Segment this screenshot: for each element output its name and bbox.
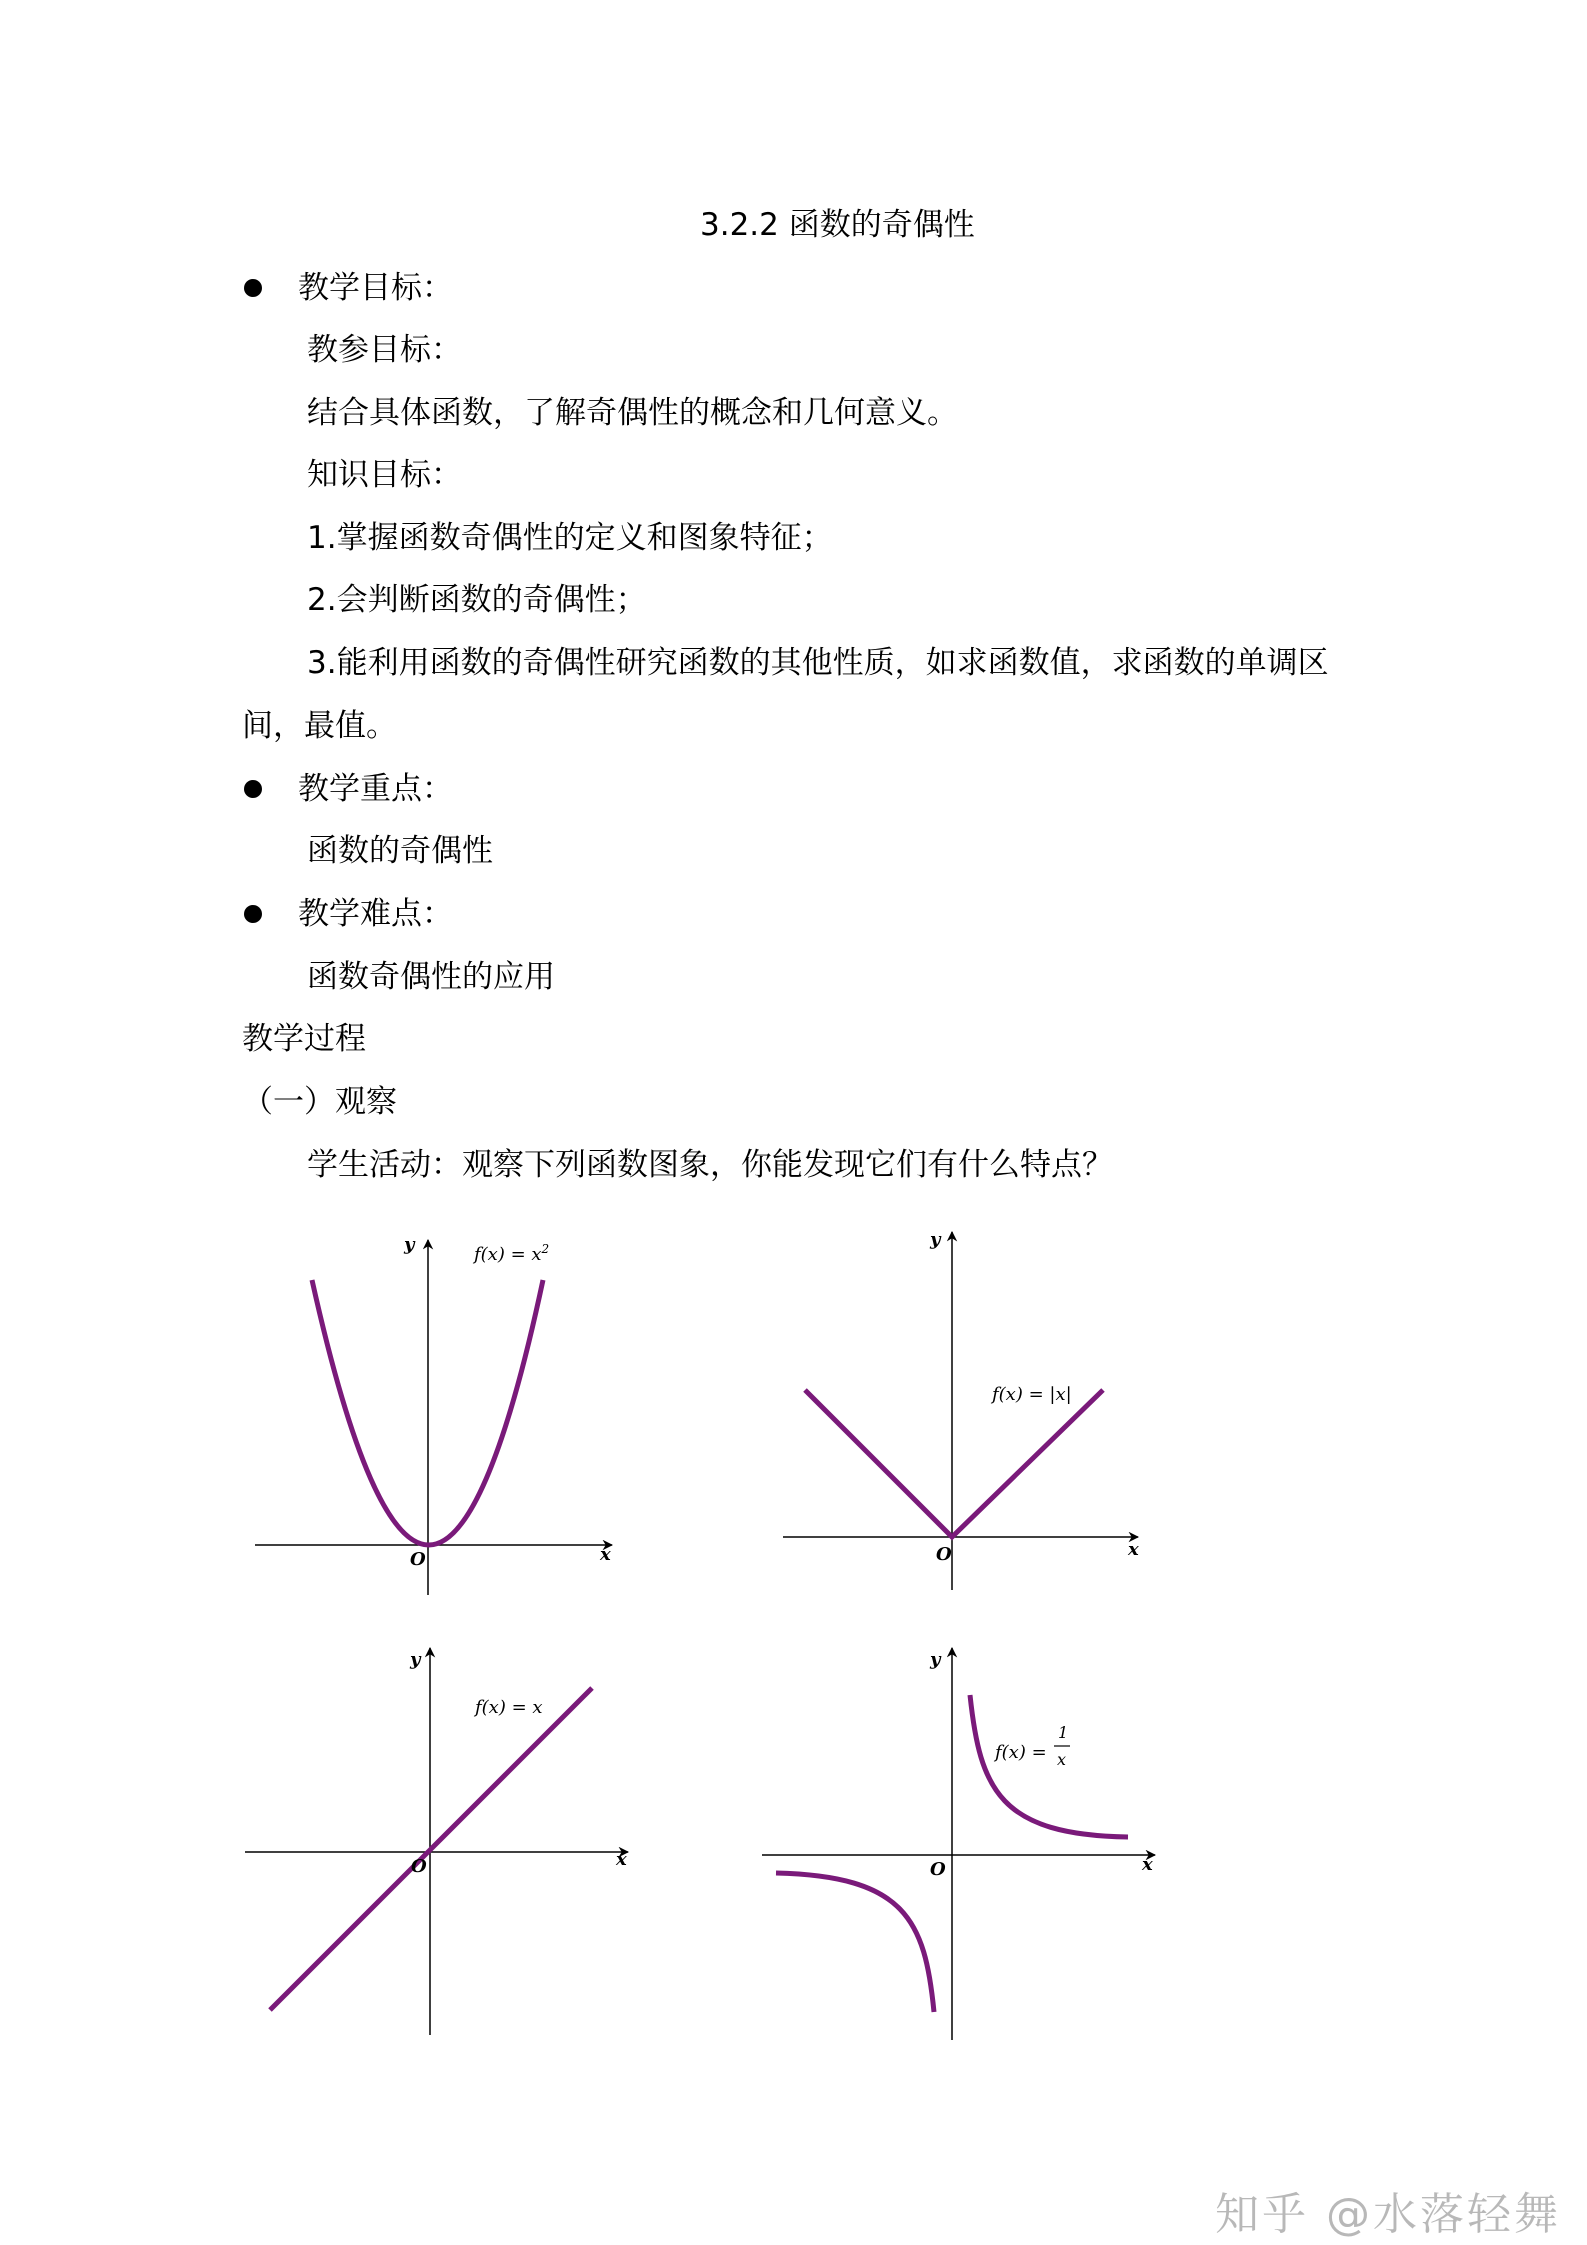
graph-reciprocal	[762, 1648, 1155, 2040]
ref-text: 结合具体函数，了解奇偶性的概念和几何意义。	[307, 395, 958, 431]
y-axis-label: y	[930, 1229, 941, 1250]
x-axis-label: x	[1142, 1854, 1153, 1875]
activity-text: 学生活动：观察下列函数图象，你能发现它们有什么特点？	[307, 1147, 1113, 1183]
y-axis-label: y	[930, 1649, 941, 1670]
reciprocal-numerator: 1	[1058, 1723, 1069, 1742]
origin-label: O	[930, 1859, 946, 1880]
key-text: 函数的奇偶性	[307, 833, 493, 869]
knowledge-item-3-cont: 间，最值。	[242, 708, 397, 744]
y-axis-label: y	[404, 1234, 415, 1255]
reciprocal-denominator: x	[1057, 1750, 1067, 1769]
origin-label: O	[410, 1549, 426, 1570]
difficulty-text: 函数奇偶性的应用	[307, 959, 555, 995]
reciprocal-branch-positive	[970, 1695, 1128, 1837]
origin-label: O	[936, 1544, 952, 1565]
graph-square	[255, 1234, 612, 1595]
section-observe: （一）观察	[242, 1084, 397, 1120]
origin-label: O	[411, 1856, 427, 1877]
difficulty-heading: 教学难点：	[298, 896, 453, 932]
abs-label: f(x) = |x|	[992, 1384, 1072, 1405]
ref-heading: 教参目标：	[307, 332, 462, 368]
process-heading: 教学过程	[242, 1021, 366, 1057]
reciprocal-branch-negative	[776, 1873, 934, 2012]
square-label: $f(x) = x^2$	[474, 1242, 550, 1265]
graph-absolute	[783, 1229, 1139, 1590]
graph-identity	[245, 1648, 628, 2035]
knowledge-item-2: 2.会判断函数的奇偶性；	[307, 582, 647, 618]
knowledge-item-3: 3.能利用函数的奇偶性研究函数的其他性质，如求函数值，求函数的单调区	[307, 645, 1329, 681]
x-axis-label: x	[600, 1544, 611, 1565]
watermark-text: 知乎 @水落轻舞	[1215, 2189, 1561, 2240]
knowledge-item-1: 1.掌握函数奇偶性的定义和图象特征；	[307, 520, 833, 556]
absolute-curve	[805, 1390, 1103, 1537]
identity-label: f(x) = x	[475, 1697, 543, 1718]
identity-line	[270, 1688, 592, 2010]
objectives-heading: 教学目标：	[298, 270, 453, 306]
x-axis-label: x	[616, 1849, 627, 1870]
y-axis-label: y	[410, 1649, 421, 1670]
page-title: 3.2.2 函数的奇偶性	[700, 207, 975, 243]
knowledge-heading: 知识目标：	[307, 457, 462, 493]
reciprocal-prefix: f(x) =	[995, 1742, 1047, 1763]
key-heading: 教学重点：	[298, 771, 453, 807]
x-axis-label: x	[1128, 1539, 1139, 1560]
